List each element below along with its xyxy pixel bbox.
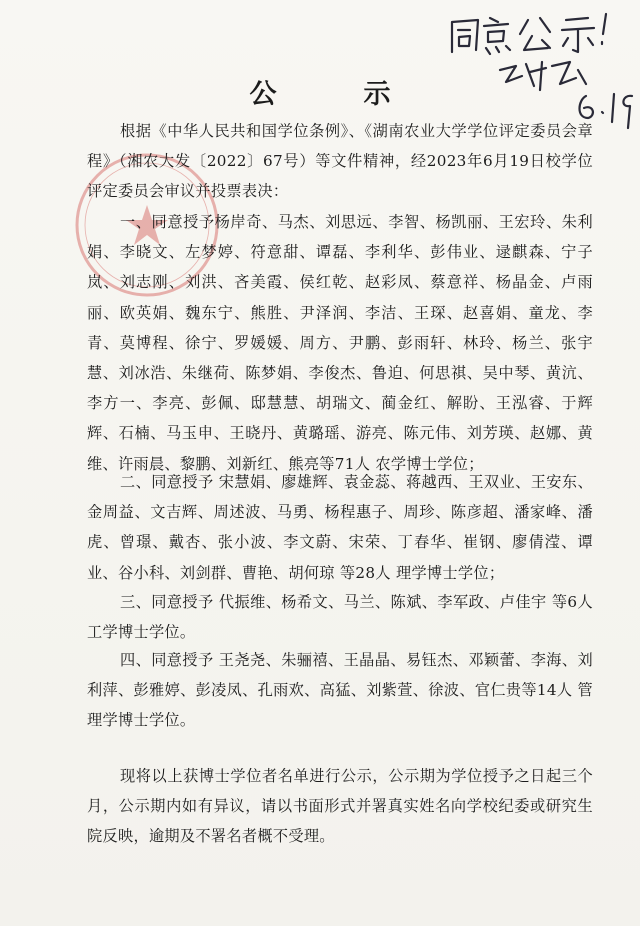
intro-paragraph: 根据《中华人民共和国学位条例》、《湖南农业大学学位评定委员会章程》（湘农大发〔2022〕67号）等文件精神，经2023年6月19日校学位评定委员会审议并投票表决： [87, 122, 593, 201]
page-title: 公 示 [249, 79, 421, 110]
closing-paragraph: 现将以上获博士学位者名单进行公示，公示期为学位授予之日起三个月，公示期内如有异议，请以书面形式并署真实姓名向学校纪委或研究生院反映，逾期及不署名者概不受理。 [87, 767, 593, 846]
section-science-doctorate: 二、同意授予 宋慧娟、廖雄辉、袁金蕊、蒋越西、王双业、王安东、金周益、文吉辉、周述波、马勇、杨程惠子、周珍、陈彦超、潘家峰、潘虎、曾璟、戴杏、张小波、李文蔚、宋荣、丁春华、崔钢、廖倩滢、谭业、谷小科、刘剑群、曹艳、胡何琼 等28人 理学博士学位； [87, 473, 593, 582]
section-agriculture-doctorate: 一、同意授予杨岸奇、马杰、刘思远、李智、杨凯丽、王宏玲、朱利娟、李晓文、左梦婷、符意甜、谭磊、李利华、彭伟业、逯麒森、宁子岚、刘志刚、刘洪、吝美霞、侯红乾、赵彩凤、蔡意祥、杨晶金、卢雨丽、欧英娟、魏东宁、熊胜、尹泽润、李洁、王琛、赵喜娟、童龙、李青、莫博程、徐宁、罗媛媛、周方、尹鹏、彭雨轩、林玲、杨兰、张宇慧、刘冰浩、朱继荷、陈梦娟、李俊杰、鲁迫、何思祺、吴中琴、黄沆、李方一、李亮、彭佩、邸慧慧、胡瑞文、蔺金红、解盼、王泓睿、于辉辉、石楠、马玉申、王晓丹、黄璐瑶、游亮、陈元伟、刘芳瑛、赵娜、黄维、许雨晨、黎鹏、刘新红、熊亮等71人 农学博士学位； [87, 213, 593, 473]
section-management-doctorate: 四、同意授予 王尧尧、朱骊禧、王晶晶、易钰杰、邓颖蕾、李海、刘利萍、彭雅婷、彭凌凤、孔雨欢、高猛、刘紫萱、徐波、官仁贵等14人 管理学博士学位。 [87, 651, 593, 730]
section-engineering-doctorate: 三、同意授予 代振维、杨希文、马兰、陈斌、李军政、卢佳宇 等6人 工学博士学位。 [87, 593, 593, 642]
